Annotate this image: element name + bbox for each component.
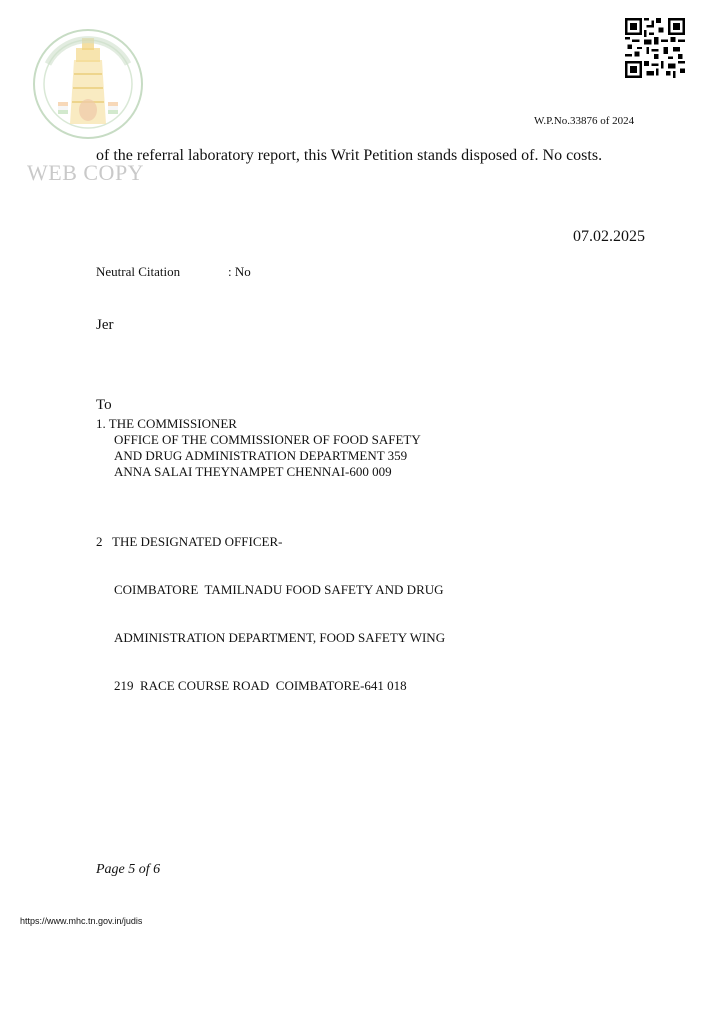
recipient-2-line: ADMINISTRATION DEPARTMENT, FOOD SAFETY WING [114, 630, 446, 645]
recipient-1-line: ANNA SALAI THEYNAMPET CHENNAI-600 009 [114, 464, 392, 479]
initials: Jer [96, 317, 114, 333]
recipient-1-line: 1. THE COMMISSIONER [96, 416, 237, 431]
court-seal-logo [18, 24, 158, 142]
recipient-2-line: COIMBATORE TAMILNADU FOOD SAFETY AND DRUG [114, 582, 444, 597]
neutral-citation-value: : No [228, 264, 251, 279]
qr-code-icon [625, 18, 685, 78]
order-date: 07.02.2025 [573, 228, 645, 245]
case-number: W.P.No.33876 of 2024 [534, 115, 635, 127]
web-copy-watermark: WEB COPY [27, 160, 145, 185]
recipient-2-address [96, 502, 445, 710]
page-number: Page 5 of 6 [96, 862, 161, 877]
recipient-1-address [96, 416, 421, 480]
to-label: To [96, 397, 112, 413]
order-text: of the referral laboratory report, this Writ Petition stands disposed of. No costs. [96, 147, 603, 164]
source-url-link[interactable]: https://www.mhc.tn.gov.in/judis [20, 916, 143, 926]
recipient-1-line: AND DRUG ADMINISTRATION DEPARTMENT 359 [114, 448, 408, 463]
recipient-1-line: OFFICE OF THE COMMISSIONER OF FOOD SAFETY [114, 432, 421, 447]
neutral-citation-label: Neutral Citation [96, 264, 181, 279]
recipient-2-line: 219 RACE COURSE ROAD COIMBATORE-641 018 [114, 678, 407, 693]
recipient-2-line: 2 THE DESIGNATED OFFICER- [96, 534, 283, 549]
